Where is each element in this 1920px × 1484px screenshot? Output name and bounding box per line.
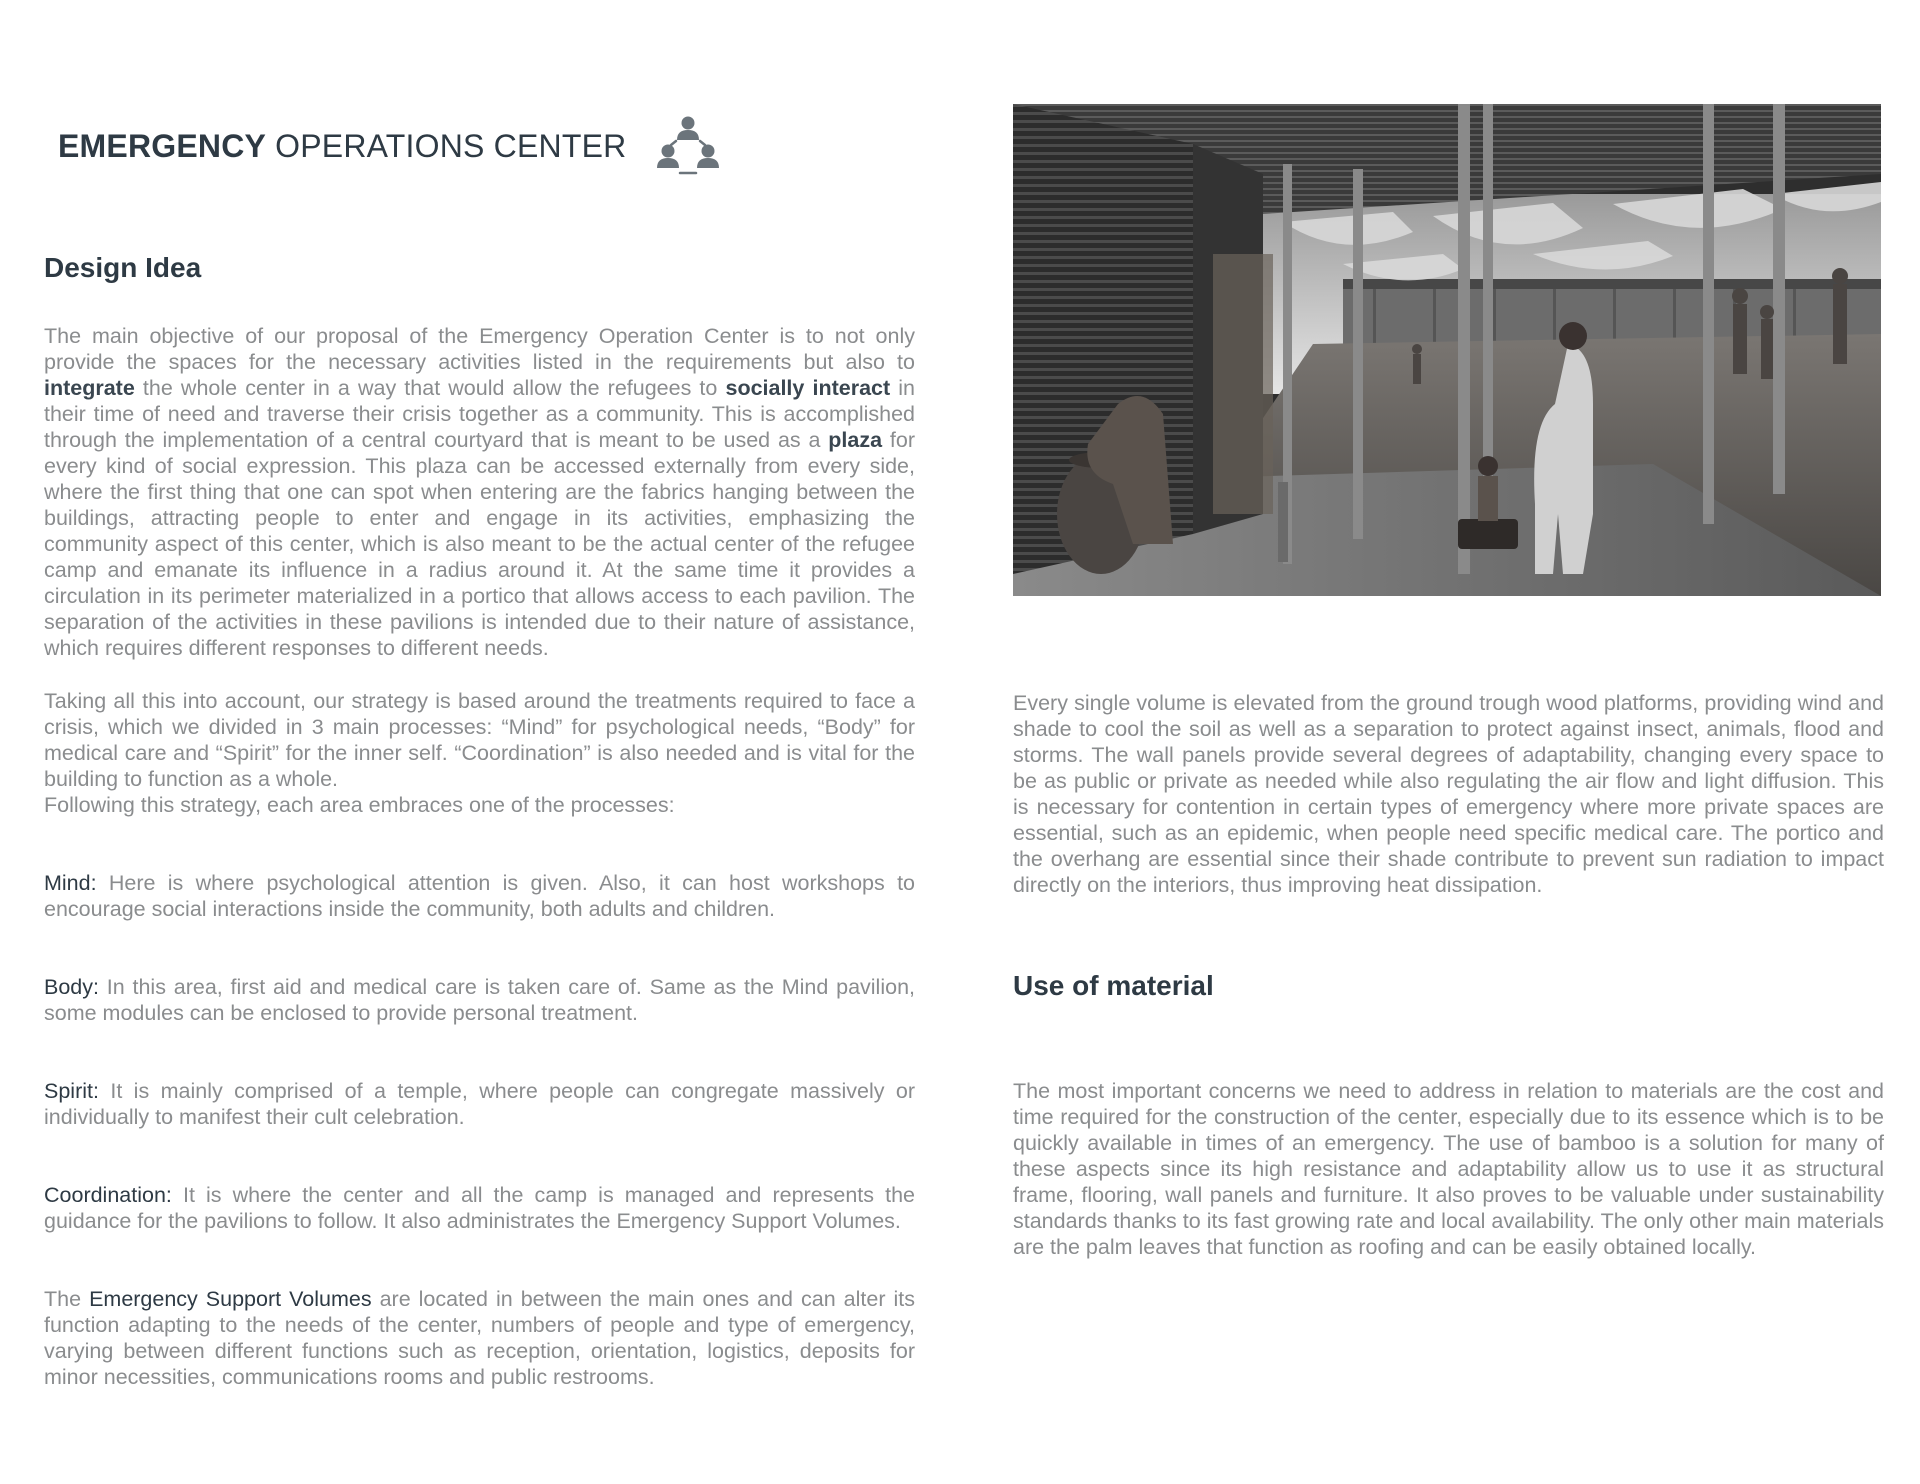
design-idea-heading: Design Idea: [44, 252, 202, 283]
support-volumes-paragraph: The Emergency Support Volumes are located in between the main ones and can alter its function adapting to the needs of the center, numbers of people and type of emergency, varying between different functions such as reception, orientation, logistics, deposits for minor necessities, communications rooms and public restrooms.: [44, 1287, 915, 1389]
coordination-paragraph: Coordination: It is where the center and all the camp is managed and represents the guidance for the pavilions to follow. It also administrates the Emergency Support Volumes.: [44, 1183, 915, 1233]
title-rest: OPERATIONS CENTER: [266, 127, 627, 164]
body-paragraph: Body: In this area, first aid and medical care is taken care of. Same as the Mind pavilion, some modules can be enclosed to provide personal treatment.: [44, 975, 915, 1025]
body-label: Body:: [44, 975, 99, 999]
elevation-paragraph: Every single volume is elevated from the ground trough wood platforms, providing wind and shade to cool the soil as well as a separation to protect against insect, animals, flood and storms. The wall panels provide several degrees of adaptability, changing every space to be as public or private as needed while also regulating the air flow and light diffusion. This is necessary for contention in certain types of emergency where more private spaces are essential, such as an epidemic, when people need specific medical care. The portico and the overhang are essential since their shade contribute to prevent sun radiation to impact directly on the interiors, thus improving heat dissipation.: [1013, 691, 1884, 897]
support-volumes-label: Emergency Support Volumes: [89, 1287, 372, 1311]
use-of-material-heading: Use of material: [1013, 970, 1214, 1001]
mind-label: Mind:: [44, 871, 97, 895]
strategy-paragraph: Taking all this into account, our strategy is based around the treatments required to face a crisis, which we divided in 3 main processes: “Mind” for psychological needs, “Body” for medical care and “Spirit” for the inner self. “Coordination” is also needed and is vital for the building to function as a whole. Following this strategy, each area embraces one of the processes:: [44, 689, 915, 817]
title-bold: EMERGENCY: [58, 127, 267, 164]
coordination-label: Coordination:: [44, 1183, 172, 1207]
design-idea-paragraph: The main objective of our proposal of the Emergency Operation Center is to not only provide the spaces for the necessary activities listed in the requirements but also to integrate the whole center in a way that would allow the refugees to socially interact in their time of need and traverse their crisis together as a community. This is accomplished through the implementation of a central courtyard that is meant to be used as a plaza for every kind of social expression. This plaza can be accessed externally from every side, where the first thing that one can spot when entering are the fabrics hanging between the buildings, attracting people to enter and engage in its activities, emphasizing the community aspect of this center, which is also meant to be the actual center of the refugee camp and emanate its influence in a radius around it. At the same time it provides a circulation in its perimeter materialized in a portico that allows access to each pavilion. The separation of the activities in these pavilions is intended due to their nature of assistance, which requires different responses to different needs.: [44, 324, 915, 660]
mind-paragraph: Mind: Here is where psychological attention is given. Also, it can host workshops to encourage social interactions inside the community, both adults and children.: [44, 871, 915, 921]
spirit-label: Spirit:: [44, 1079, 99, 1103]
people-network-icon: [656, 114, 720, 178]
page-title: [58, 124, 720, 168]
materials-paragraph: The most important concerns we need to address in relation to materials are the cost and time required for the construction of the center, especially due to its essence which is to be quickly available in times of an emergency. The use of bamboo is a solution for many of these aspects since its high resistance and adaptability allow us to use it as structural frame, flooring, wall panels and furniture. It also proves to be valuable under sustainability standards thanks to its fast growing rate and local availability. The only other main materials are the palm leaves that function as roofing and can be easily obtained locally.: [1013, 1079, 1884, 1259]
page-title-text: [58, 128, 626, 165]
spirit-paragraph: Spirit: It is mainly comprised of a temple, where people can congregate massively or individually to manifest their cult celebration.: [44, 1079, 915, 1129]
strategy-followup-line: Following this strategy, each area embraces one of the processes:: [44, 793, 675, 817]
courtyard-render-image: [1013, 104, 1881, 596]
